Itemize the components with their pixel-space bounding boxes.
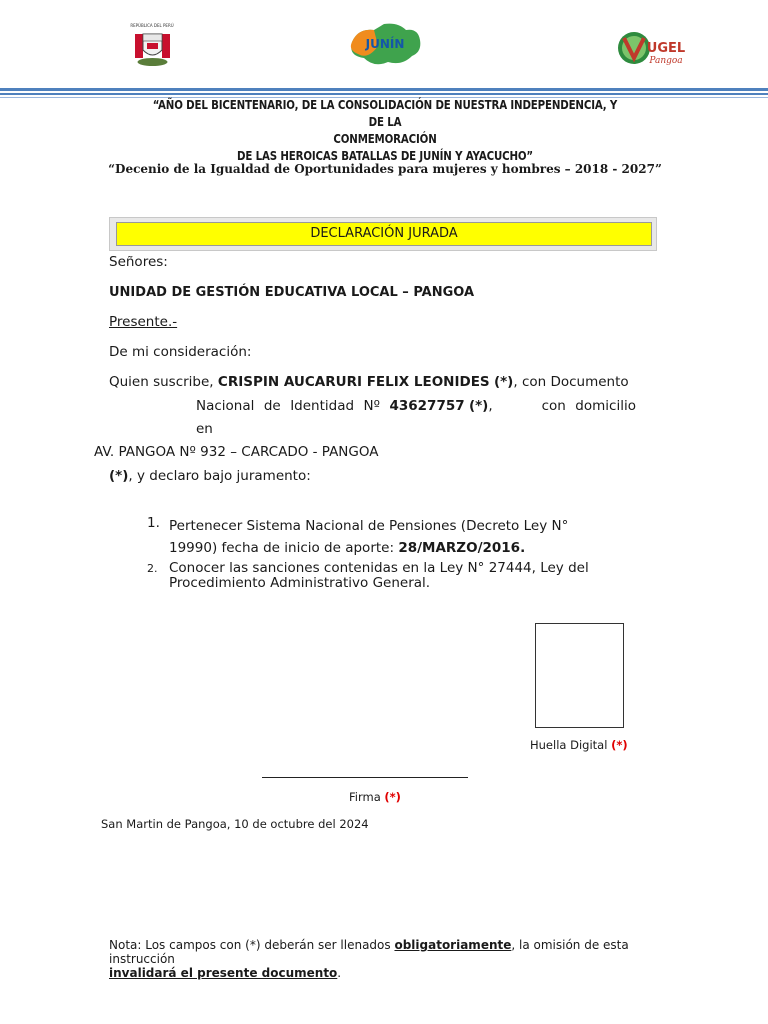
svg-text:UGEL: UGEL [646, 41, 686, 56]
decenio-title: “Decenio de la Igualdad de Oportunidades para mujeres y hombres – 2018 - 2027” [108, 162, 662, 176]
signature-line[interactable] [262, 777, 468, 778]
declaro-line: (*), y declaro bajo juramento: [109, 468, 311, 484]
recipient-entity: UNIDAD DE GESTIÓN EDUCATIVA LOCAL – PANGOA [109, 285, 475, 300]
note: Nota: Los campos con (*) deberán ser llenados obligatoriamente, la omisión de esta instrucción invalidará el presente documento. [109, 938, 629, 980]
document-title: DECLARACIÓN JURADA [116, 222, 652, 246]
address: AV. PANGOA Nº 932 – CARCADO - PANGOA [94, 444, 379, 460]
header-divider [0, 93, 768, 95]
year-title: “AÑO DEL BICENTENARIO, DE LA CONSOLIDACIÓN DE NUESTRA INDEPENDENCIA, Y DE LA CONMEMORACIÓN DE LAS HEROICAS BATALLAS DE JUNÍN Y AYACUCHO” [152, 97, 618, 163]
list-item-2-text: Conocer las sanciones contenidas en la Ley N° 27444, Ley del Procedimiento Administrativo General. [169, 560, 589, 591]
en-word: en [196, 421, 213, 437]
junin-region-logo [346, 20, 424, 70]
svg-text:REPÚBLICA DEL PERÚ: REPÚBLICA DEL PERÚ [130, 23, 174, 28]
dni-number: 43627757 [389, 398, 465, 414]
fingerprint-label: Huella Digital (*) [530, 738, 628, 752]
salutation: Señores: [109, 254, 168, 270]
dni-line: Nacional de Identidad Nº 43627757 (*), con domicilio [196, 398, 636, 414]
svg-text:JUNÍN: JUNÍN [365, 37, 405, 51]
declarant-line: Quien suscribe, CRISPIN AUCARURI FELIX LEONIDES (*), con Documento [109, 374, 629, 390]
header-divider [0, 88, 768, 91]
list-item-1-text: Pertenecer Sistema Nacional de Pensiones (Decreto Ley N° 19990) fecha de inicio de aporte: 28/MARZO/2016. [169, 518, 569, 556]
fingerprint-box[interactable] [535, 623, 624, 728]
place-date: San Martin de Pangoa, 10 de octubre del 2024 [101, 817, 369, 831]
signature-label: Firma (*) [349, 790, 401, 804]
presente: Presente.- [109, 314, 178, 330]
list-item: 2. [147, 562, 158, 575]
svg-text:Pangoa: Pangoa [649, 56, 683, 66]
peru-coat-of-arms-logo [125, 20, 180, 70]
ugel-pangoa-logo [614, 26, 694, 72]
list-item: 1. [147, 515, 160, 531]
declarant-name: CRISPIN AUCARURI FELIX LEONIDES [217, 374, 490, 390]
consideracion: De mi consideración: [109, 344, 252, 360]
